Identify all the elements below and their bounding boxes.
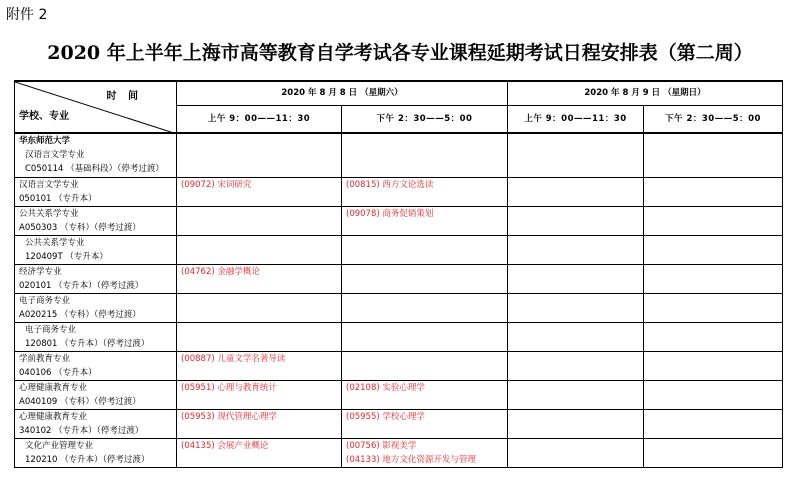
exam-slot-cell (177, 293, 342, 322)
exam-slot-cell (342, 264, 508, 293)
exam-slot-cell (644, 177, 783, 206)
exam-slot-cell (342, 133, 508, 177)
exam-slot-cell (177, 235, 342, 264)
date-header-aug8: 2020 年 8 月 8 日 （星期六） (177, 81, 508, 105)
school-major-header-label: 学校、专业 (19, 111, 69, 122)
exam-slot-cell (342, 409, 508, 438)
course-entry: (05953) 现代管理心理学 (181, 411, 277, 422)
exam-slot-cell (342, 438, 508, 467)
major-code: 120409T （专升本） (25, 251, 108, 262)
major-code: A040109 （专科）（停考过渡） (19, 396, 141, 407)
course-entry: (09072) 宋词研究 (181, 179, 252, 190)
exam-slot-cell (177, 409, 342, 438)
exam-slot-cell (508, 235, 644, 264)
exam-slot-cell (177, 264, 342, 293)
major-code: 050101 （专升本） (19, 193, 97, 204)
major-name: 电子商务专业 (25, 324, 77, 335)
exam-slot-cell (177, 133, 342, 177)
table-row (15, 264, 783, 293)
course-entry: (00815) 西方文论选读 (346, 179, 434, 190)
major-name: 汉语言文学专业 (25, 150, 85, 160)
exam-slot-cell (644, 322, 783, 351)
exam-slot-cell (508, 351, 644, 380)
school-name: 华东师范大学 (19, 136, 71, 146)
exam-slot-cell (644, 409, 783, 438)
exam-slot-cell (342, 351, 508, 380)
table-row (15, 380, 783, 409)
major-name: 文化产业管理专业 (25, 440, 94, 451)
exam-slot-cell (177, 438, 342, 467)
course-entry: (05955) 学校心理学 (346, 411, 425, 422)
course-entry: (00756) 影视美学 (346, 440, 417, 451)
table-row (15, 177, 783, 206)
slot-header-aug9-afternoon: 下午 2：30——5：00 (644, 105, 783, 133)
exam-slot-cell (644, 133, 783, 177)
exam-slot-cell (644, 438, 783, 467)
course-entry: (02108) 实验心理学 (346, 382, 425, 393)
course-entry: (05951) 心理与教育统计 (181, 382, 277, 393)
exam-slot-cell (508, 133, 644, 177)
exam-slot-cell (177, 322, 342, 351)
table-row (15, 235, 783, 264)
slot-header-aug8-morning: 上午 9：00——11：30 (177, 105, 342, 133)
table-row (15, 351, 783, 380)
date-header-aug9: 2020 年 8 月 9 日 （星期日） (508, 81, 783, 105)
major-cell (15, 380, 177, 409)
exam-slot-cell (342, 293, 508, 322)
major-cell (15, 264, 177, 293)
major-cell (15, 235, 177, 264)
table-row (15, 322, 783, 351)
corner-diagonal (15, 82, 177, 133)
major-code: 120210 （专升本）（停考过渡） (25, 454, 150, 465)
major-cell (15, 351, 177, 380)
major-name: 学前教育专业 (19, 353, 71, 364)
exam-slot-cell (508, 380, 644, 409)
major-name: 公共关系学专业 (25, 237, 85, 248)
major-cell (15, 322, 177, 351)
table-row (15, 293, 783, 322)
exam-slot-cell (342, 235, 508, 264)
major-cell (15, 438, 177, 467)
exam-slot-cell (644, 235, 783, 264)
exam-slot-cell (508, 264, 644, 293)
major-name: 心理健康教育专业 (19, 411, 88, 422)
major-code: 020101 （专升本）（停考过渡） (19, 280, 144, 291)
page-title: 2020 年上半年上海市高等教育自学考试各专业课程延期考试日程安排表（第二周） (47, 42, 753, 64)
major-code: 120801 （专升本）（停考过渡） (25, 338, 150, 349)
exam-slot-cell (342, 380, 508, 409)
course-entry: (04762) 金融学概论 (181, 266, 260, 277)
exam-slot-cell (644, 264, 783, 293)
table-row (15, 409, 783, 438)
major-name: 心理健康教育专业 (19, 382, 88, 393)
course-entry: (04135) 会展产业概论 (181, 440, 269, 451)
exam-slot-cell (644, 380, 783, 409)
major-code: A020215 （专科）（停考过渡） (19, 309, 141, 320)
exam-slot-cell (508, 177, 644, 206)
major-cell (15, 133, 177, 177)
exam-slot-cell (342, 206, 508, 235)
table-row (15, 133, 783, 177)
major-code: 040106 （专升本） (19, 367, 97, 378)
exam-slot-cell (342, 177, 508, 206)
header-corner-cell (15, 81, 177, 133)
exam-slot-cell (508, 409, 644, 438)
major-cell (15, 206, 177, 235)
exam-slot-cell (644, 206, 783, 235)
exam-slot-cell (644, 351, 783, 380)
exam-slot-cell (508, 293, 644, 322)
exam-slot-cell (508, 322, 644, 351)
major-cell (15, 293, 177, 322)
course-entry: (09078) 商务促销策划 (346, 208, 434, 219)
exam-slot-cell (177, 380, 342, 409)
major-cell (15, 177, 177, 206)
schedule-table (14, 80, 783, 468)
major-name: 电子商务专业 (19, 295, 71, 306)
table-row (15, 438, 783, 467)
major-name: 经济学专业 (19, 266, 62, 277)
exam-slot-cell (644, 293, 783, 322)
time-header-label: 时 间 (106, 91, 142, 102)
major-code: 340102 （专升本）（停考过渡） (19, 425, 144, 436)
exam-slot-cell (508, 206, 644, 235)
exam-slot-cell (342, 322, 508, 351)
exam-slot-cell (508, 438, 644, 467)
slot-header-aug8-afternoon: 下午 2：30——5：00 (342, 105, 508, 133)
exam-slot-cell (177, 351, 342, 380)
exam-slot-cell (177, 177, 342, 206)
attachment-label: 附件 2 (6, 7, 48, 23)
major-code: C050114 （基础科段）（停考过渡） (25, 164, 164, 174)
major-code: A050303 （专科）（停考过渡） (19, 222, 141, 233)
course-entry: (04133) 地方文化资源开发与管理 (346, 454, 476, 465)
course-entry: (00887) 儿童文学名著导读 (181, 353, 286, 364)
major-name: 汉语言文学专业 (19, 179, 79, 190)
major-cell (15, 409, 177, 438)
exam-slot-cell (177, 206, 342, 235)
table-row (15, 206, 783, 235)
major-name: 公共关系学专业 (19, 208, 79, 219)
slot-header-aug9-morning: 上午 9：00——11：30 (508, 105, 644, 133)
